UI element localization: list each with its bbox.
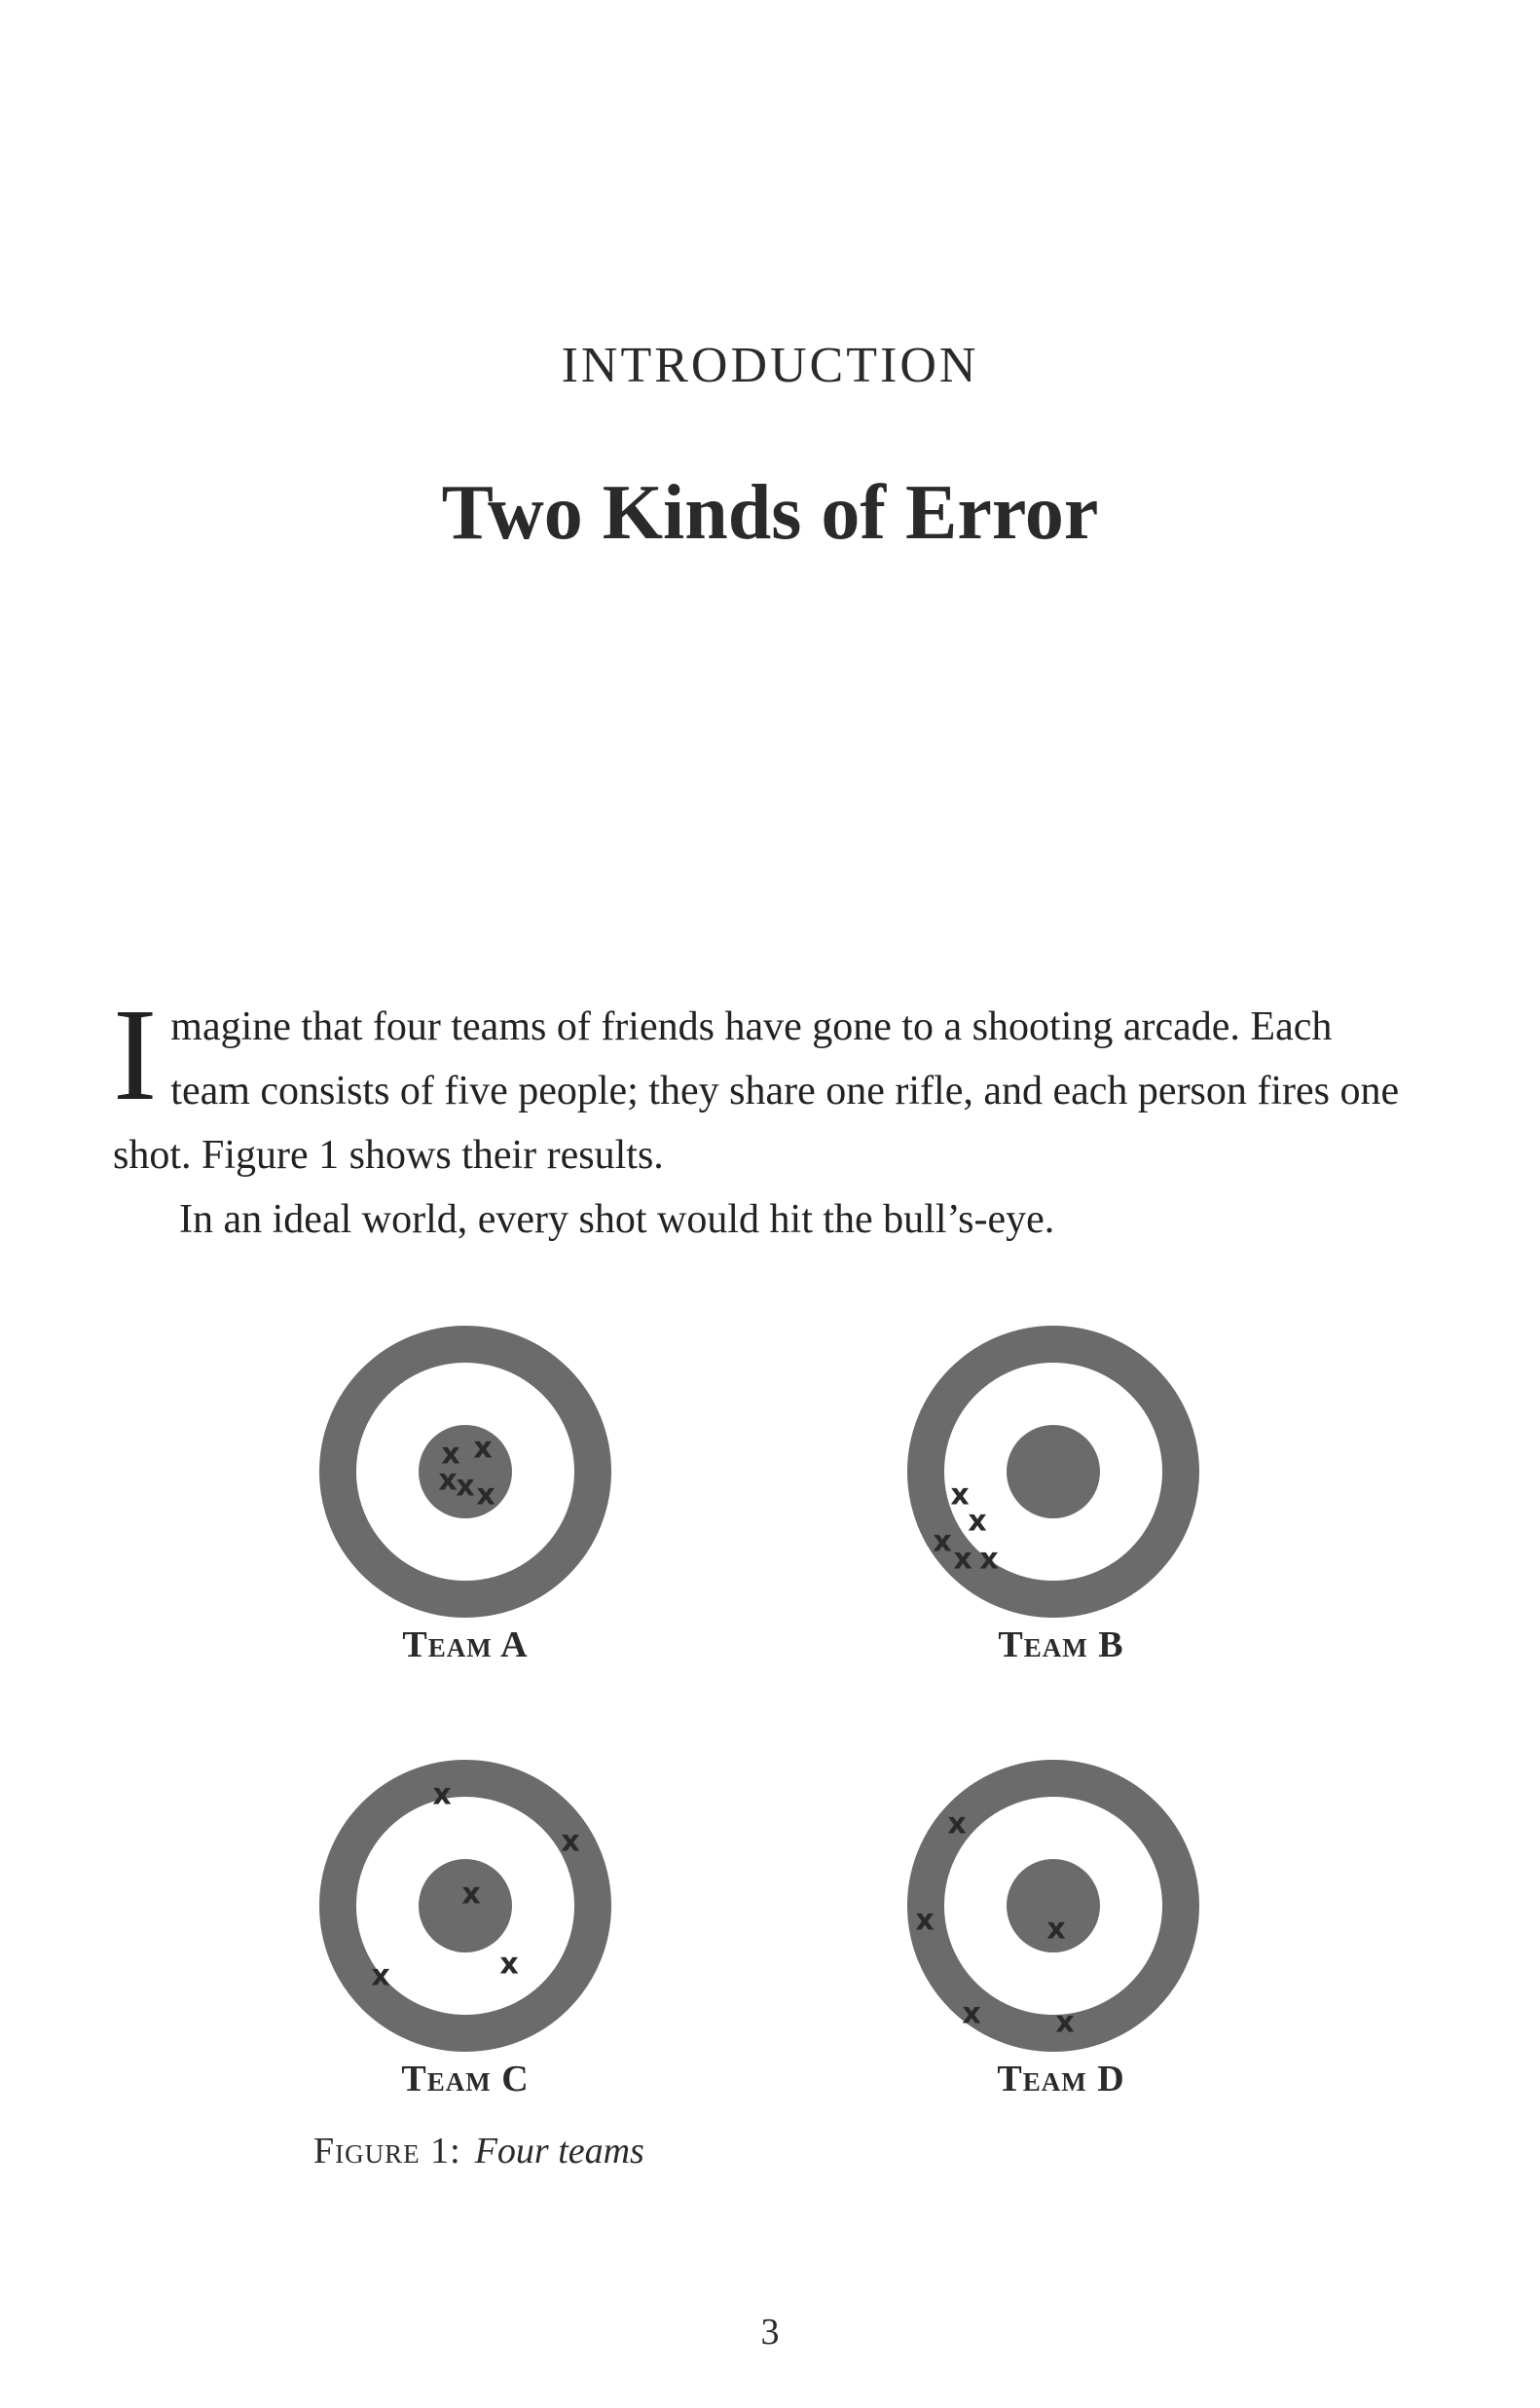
team-b-target	[926, 1344, 1181, 1599]
team-a-shot-mark: x	[476, 1478, 495, 1513]
team-a-shot-mark: x	[441, 1437, 460, 1472]
team-c-shot-mark: x	[432, 1777, 452, 1812]
team-c-shot-mark: x	[461, 1877, 481, 1912]
team-d-shot-mark: x	[1046, 1912, 1066, 1947]
team-a-shot-mark: x	[456, 1469, 475, 1504]
team-a-shot-mark: x	[438, 1463, 458, 1498]
team-b-shot-mark: x	[968, 1504, 987, 1539]
team-c-label: Team C	[401, 2059, 530, 2099]
team-b-shot-mark: x	[953, 1542, 972, 1577]
team-b-shot-mark: x	[979, 1542, 999, 1577]
figure-caption-title: Four teams	[474, 2131, 644, 2171]
team-d-target	[915, 1778, 1181, 2040]
chapter-label: INTRODUCTION	[561, 338, 979, 393]
figure-caption-label: Figure 1:	[313, 2131, 461, 2171]
figure-caption	[313, 2130, 644, 2172]
team-d-label: Team D	[997, 2059, 1125, 2099]
team-b-shot-mark: x	[950, 1478, 970, 1513]
team-d-shot-mark: x	[947, 1806, 967, 1842]
team-c-target	[338, 1778, 593, 2034]
team-c-shot-mark: x	[561, 1824, 580, 1859]
paragraph-1-text: magine that four teams of friends have gone to a shooting arcade. Each team consists of five people; they share one rifle, and each person fires one shot. Figure 1 shows their results.	[113, 1004, 1400, 1178]
chapter-title: Two Kinds of Error	[441, 470, 1099, 556]
team-b-bullseye	[1007, 1425, 1100, 1518]
team-a-label: Team A	[402, 1624, 529, 1665]
team-d-shot-mark: x	[1055, 2005, 1075, 2040]
team-a-target	[338, 1344, 593, 1599]
team-d-shot-mark: x	[915, 1903, 935, 1938]
team-c-shot-mark: x	[499, 1947, 519, 1982]
team-a-shot-mark: x	[473, 1431, 493, 1466]
team-b-shot-mark: x	[933, 1524, 952, 1559]
drop-cap: I	[113, 982, 158, 1128]
page-number: 3	[760, 2312, 780, 2353]
team-d-shot-mark: x	[962, 1996, 981, 2031]
paragraph-2: In an ideal world, every shot would hit the bull’s-eye.	[179, 1197, 1055, 1242]
team-b-label: Team B	[998, 1624, 1124, 1665]
team-c-shot-mark: x	[371, 1958, 390, 1993]
